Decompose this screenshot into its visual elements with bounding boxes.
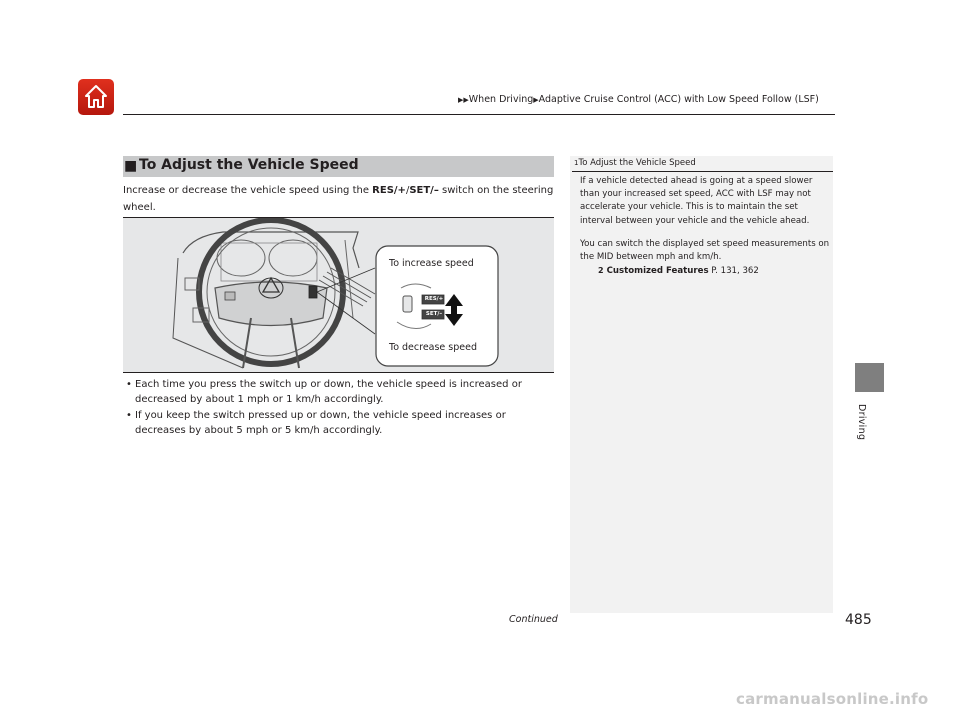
intro-slash: / bbox=[405, 185, 410, 196]
intro-paragraph bbox=[123, 182, 555, 216]
breadcrumb-arrow-icon: ▶ bbox=[533, 96, 539, 104]
intro-set-label: SET/– bbox=[409, 185, 439, 196]
note-body bbox=[580, 175, 830, 278]
note-divider bbox=[572, 171, 833, 172]
bullet-text: Each time you press the switch up or down, the vehicle speed is increased or decreased by about 1 mph or 1 km/h accordingly. bbox=[135, 379, 522, 405]
reference-pages: P. 131, 362 bbox=[708, 266, 759, 277]
chapter-label: Driving bbox=[856, 404, 867, 441]
reference-arrow-icon: 2 bbox=[598, 266, 604, 276]
section-title: To Adjust the Vehicle Speed bbox=[139, 157, 359, 173]
bullet-text: If you keep the switch pressed up or down, the vehicle speed increases or decreases by about 5 mph or 5 km/h accordingly. bbox=[135, 410, 506, 436]
header-divider bbox=[123, 114, 835, 115]
section-title-bar bbox=[123, 156, 554, 177]
note-title: To Adjust the Vehicle Speed bbox=[578, 158, 696, 168]
intro-text-end: switch on the steering wheel. bbox=[123, 185, 554, 213]
breadcrumb-item-when-driving[interactable]: When Driving bbox=[468, 94, 534, 105]
steering-wheel-illustration bbox=[123, 218, 554, 372]
bullet-dot-icon: • bbox=[126, 410, 132, 421]
watermark: carmanualsonline.info bbox=[736, 690, 929, 708]
intro-res-label: RES/+ bbox=[372, 185, 406, 196]
note-paragraph-2-text: You can switch the displayed set speed measurements on the MID between mph and km/h. bbox=[580, 238, 830, 263]
breadcrumb bbox=[458, 94, 819, 105]
chapter-tab[interactable] bbox=[855, 363, 884, 392]
figure-label-decrease: To decrease speed bbox=[389, 342, 477, 353]
note-paragraph-1: If a vehicle detected ahead is going at a speed slower than your increased set speed, ACC with LSF may not accelerate your vehicle. This is to maintain the set interval between your vehicle and the vehicle ahead. bbox=[580, 176, 813, 226]
figure-button-set: SET/– bbox=[425, 311, 443, 317]
figure-button-res: RES/+ bbox=[424, 296, 444, 302]
home-button[interactable] bbox=[78, 79, 114, 115]
home-icon bbox=[84, 84, 108, 110]
page-number: 485 bbox=[845, 612, 872, 628]
bullet-dot-icon: • bbox=[126, 379, 132, 390]
list-item bbox=[123, 409, 555, 438]
note-heading bbox=[574, 158, 696, 168]
intro-text: Increase or decrease the vehicle speed using the bbox=[123, 185, 373, 196]
reference-title[interactable]: Customized Features bbox=[606, 266, 709, 277]
steering-wheel-figure bbox=[123, 217, 554, 373]
figure-label-increase: To increase speed bbox=[389, 258, 474, 269]
bullet-list bbox=[123, 378, 555, 440]
breadcrumb-arrow-icon: ▶▶ bbox=[458, 96, 469, 104]
note-reference-link[interactable] bbox=[580, 264, 830, 278]
section-marker-icon: ■ bbox=[124, 158, 138, 174]
note-number: 1 bbox=[574, 159, 579, 167]
list-item bbox=[123, 378, 555, 407]
breadcrumb-item-acc[interactable]: Adaptive Cruise Control (ACC) with Low Speed Follow (LSF) bbox=[538, 94, 819, 105]
continued-label: Continued bbox=[509, 614, 558, 625]
note-paragraph-2 bbox=[580, 238, 830, 264]
